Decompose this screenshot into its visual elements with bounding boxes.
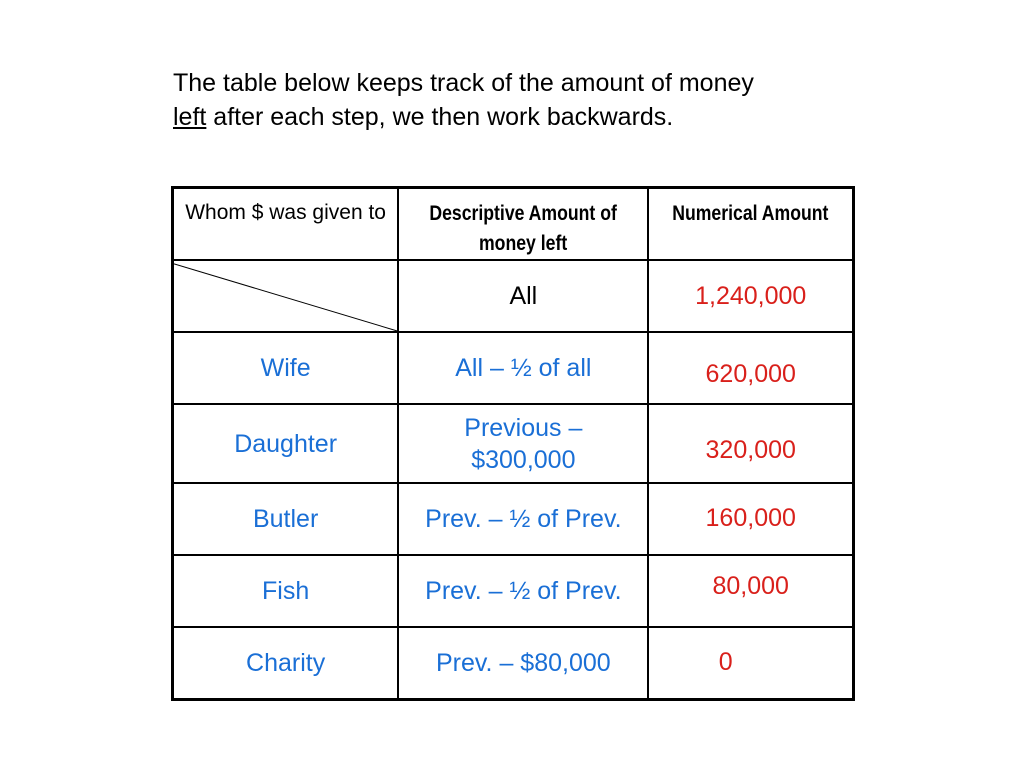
table-row — [173, 555, 854, 627]
header-numerical: Numerical Amount — [665, 188, 837, 261]
intro-underlined-word: left — [173, 103, 207, 131]
table-row — [173, 627, 854, 699]
table-row-start — [173, 260, 854, 332]
row-numerical — [648, 627, 853, 699]
row-descriptive-text: Previous – $300,000 — [464, 413, 583, 474]
row-numerical-value: 160,000 — [705, 503, 796, 532]
start-descriptive: All — [398, 260, 648, 332]
intro-line-2-rest: after each step, we then work backwards. — [206, 103, 674, 131]
row-numerical-value: 620,000 — [705, 359, 796, 388]
header-whom: Whom $ was given to — [173, 188, 399, 261]
money-table — [171, 186, 855, 701]
row-descriptive: Prev. – $80,000 — [398, 627, 648, 699]
row-descriptive: All – ½ of all — [398, 332, 648, 404]
table-row — [173, 332, 854, 404]
row-numerical — [648, 555, 853, 627]
intro-line-2 — [173, 100, 873, 134]
intro-text — [173, 66, 873, 134]
row-whom: Daughter — [173, 404, 399, 483]
row-numerical — [648, 404, 853, 483]
start-numerical: 1,240,000 — [648, 260, 853, 332]
row-numerical — [648, 332, 853, 404]
row-whom: Butler — [173, 483, 399, 555]
diagonal-line — [174, 261, 397, 331]
row-numerical — [648, 483, 853, 555]
header-descriptive: Descriptive Amount of money left — [418, 188, 628, 261]
diagonal-empty-cell — [173, 260, 399, 332]
row-descriptive — [398, 404, 648, 483]
table-row — [173, 483, 854, 555]
row-whom: Charity — [173, 627, 399, 699]
row-numerical-value: 0 — [718, 648, 733, 677]
row-numerical-value: 320,000 — [705, 436, 796, 464]
intro-line-1: The table below keeps track of the amount of money — [173, 69, 754, 97]
table-header-row — [173, 188, 854, 261]
row-descriptive: Prev. – ½ of Prev. — [398, 555, 648, 627]
row-whom: Wife — [173, 332, 399, 404]
row-numerical-value: 80,000 — [712, 571, 789, 600]
row-descriptive: Prev. – ½ of Prev. — [398, 483, 648, 555]
table-row — [173, 404, 854, 483]
row-whom: Fish — [173, 555, 399, 627]
